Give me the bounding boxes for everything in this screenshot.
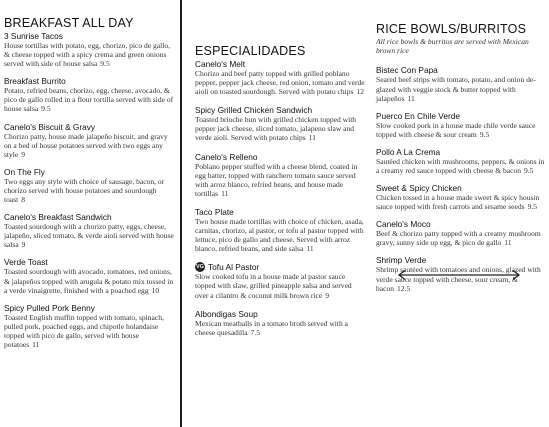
item-desc-text: Two house made tortillas with choice of chicken, asada, carnitas, chorizo, al pastor, or tofu al pastor topped with lettuce, pico de gallo and cheese. Served with arroz blanco, refried beans, and side salsa [195,216,364,254]
item-price: 12 [356,87,365,97]
menu-item [4,212,176,249]
menu-item [4,31,176,68]
item-price: 11 [308,133,316,143]
vegan-badge-icon: VG [196,264,204,271]
item-name: Canelo's Moco [376,219,431,230]
item-name: On The Fly [4,166,45,177]
especialidades-title: ESPECIALIDADES [195,44,306,58]
menu-item [195,105,366,142]
menu-item [4,122,176,159]
rice-bowls-title: RICE BOWLS/BURRITOS [376,22,527,36]
item-description [195,69,366,96]
item-price: 8 [21,195,26,205]
item-description [4,267,176,294]
item-desc-text: Potato, refried beans, chorizo, egg, cheese, avocado, & pico de gallo rolled in a flour tortilla served with side of house salsa [4,86,174,114]
menu-item [4,167,176,204]
item-desc-text: Toasted sourdough with avocado, tomatoes, red onions, & jalapeños topped with arugula & potato mix tossed in a verde vinaigrette, finished with a poached egg [4,267,174,295]
item-desc-text: Beef & chorizo patty topped with a creamy mushroom gravy, sunny side up egg, & pico de gallo [376,229,541,248]
breakfast-items [4,31,176,349]
item-name: Canelo's Breakfast Sandwich [4,212,112,223]
item-name: Tofu Al Pastor [208,262,260,273]
menu-item [195,207,366,253]
item-desc-text: House tortillas with potato, egg, chorizo, pico de gallo, & cheese topped with a spicy crema and green onions served with side of house salsa [4,41,170,69]
item-price: 9.5 [41,104,51,114]
item-name: Canelo's Biscuit & Gravy [4,121,96,132]
item-price: 9 [21,240,26,250]
item-price: 11 [407,93,415,103]
item-desc-text: Shrimp sautéed with tomatoes and onions, glazed with verde sauce topped with cheese, sour cream, & bacon [376,265,541,293]
menu-item [376,219,546,247]
item-price: 10 [151,285,160,295]
item-name: Breakfast Burrito [4,76,66,87]
menu-item [195,152,366,198]
item-name: Canelo's Melt [195,59,246,69]
item-desc-text: Toasted sourdough with a chorizo patty, eggs, cheese, jalapeño, sliced tomato, & verde aioli served with house salsa [4,222,174,250]
item-price: 9.5 [479,129,490,139]
breakfast-title: BREAKFAST ALL DAY [4,16,134,30]
item-name: Verde Toast [4,257,48,268]
item-desc-text: Chorizo and beef patty topped with grilled poblano pepper, pepper jack cheese, red onion, tomato and verde aioli on toasted sourdough. Served with potato chips [195,69,365,97]
item-name: Taco Plate [195,206,234,217]
menu-item [4,257,176,294]
item-price: 9.5 [100,59,110,69]
item-price: 9.5 [527,202,538,212]
item-name: Spicy Grilled Chicken Sandwich [195,105,313,116]
item-price: 11 [32,339,40,349]
item-desc-text: Sautéed chicken with mushrooms, peppers, & onions in a creamy red sauce topped with cheese & bacon [376,156,545,175]
item-price: 7.5 [250,327,261,337]
rice-bowls-items [376,65,546,292]
item-price: 9 [325,290,329,300]
item-description [195,162,366,198]
item-name: Shrimp Verde [376,255,427,266]
item-price: 11 [306,244,314,254]
item-description [376,193,546,211]
item-name: Pollo A La Crema [376,146,441,157]
menu-item [376,147,546,175]
item-desc-text: Slow cooked pork in a house made chile verde sauce topped with cheese & sour cream [376,120,536,139]
menu-item [4,303,176,349]
item-description [4,177,176,204]
item-desc-text: Seared beef strips with tomato, potato, and onion de-glazed with veggie stock & butter topped with jalapeños [376,75,536,103]
item-desc-text: Chorizo patty, house made jalapeño biscuit, and gravy on a bed of house potatoes served with two eggs any style [4,131,168,159]
item-desc-text: Toasted brioche bun with grilled chicken topped with pepper jack cheese, sliced tomato, jalapeno slaw and verde aioli. Served with potato chips [195,115,357,143]
especialidades-items [195,59,366,337]
item-desc-text: Toasted English muffin topped with tomato, spinach, pulled pork, poached eggs, and chipotle holandaise topped with pico de gallo, served with house potatoes [4,312,164,349]
item-description [4,313,176,349]
item-description [195,272,366,299]
especialidades-column [190,0,366,346]
item-description [4,86,176,113]
item-desc-text: Poblano pepper stuffed with a cheese blend, coated in egg batter, topped with ranchero tomato sauce served with arroz blanco, refried beans, and house made tortillas [195,161,358,198]
item-description [4,132,176,159]
menu-item [376,65,546,102]
item-description [4,41,176,68]
item-description [195,319,366,337]
item-price: 9.5 [524,165,534,175]
breakfast-column [0,0,182,427]
item-desc-text: Mexican meatballs in a tomato broth served with a cheese quesadilla [195,318,348,337]
item-price: 9 [21,149,26,159]
item-price: 12.5 [397,283,411,293]
item-description [376,229,546,247]
item-name: Sweet & Spicy Chicken [376,183,462,194]
item-name: Albondigas Soup [195,308,258,319]
item-description [376,157,546,175]
arrow-divider-icon [396,268,522,282]
item-name: 3 Sunrise Tacos [4,31,63,41]
menu-item [376,111,546,139]
item-desc-text: Chicken tossed in a house made sweet & spicy housin sauce topped with fresh carrots and sesame seeds [376,193,540,212]
item-description [195,217,366,253]
menu-item [195,309,366,337]
menu-item [4,76,176,113]
item-price: 11 [504,238,512,248]
item-name-row [195,262,366,272]
rice-bowls-column [372,0,546,301]
item-desc-text: Two eggs any style with choice of sausage, bacon, or chorizo served with house potatoes and sourdough toast [4,176,165,205]
menu-item [195,262,366,299]
item-description [195,115,366,142]
item-description [376,75,546,102]
item-name: Puerco En Chile Verde [376,110,460,121]
item-name: Spicy Pulled Pork Benny [4,302,95,313]
item-desc-text: Slow cooked tofu in a house made al pastor sauce topped with slaw, grilled pineapple salsa and served over a cilantro & coconut milk brown rice [195,272,352,300]
item-name: Bistec Con Papa [376,65,438,76]
menu-item [376,183,546,211]
item-price: 11 [221,188,229,198]
item-description [4,222,176,249]
item-name: Canelo's Relleno [195,151,258,162]
menu-item [195,59,366,96]
rice-bowls-note: All rice bowls & burritos are served with Mexican brown rice [376,37,529,56]
item-description [376,121,546,139]
